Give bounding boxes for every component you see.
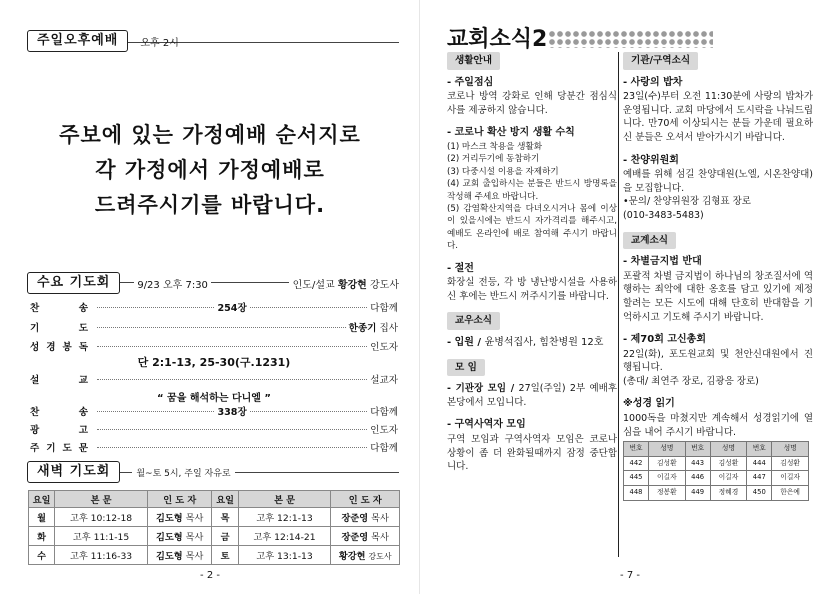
scripture-reference: 단 2:1-13, 25-30(구.1231) [137, 356, 291, 369]
category-meetings: 모 임 [447, 359, 485, 377]
leader-prefix: 인도/설교 [292, 279, 335, 291]
order-label: 설 교 [30, 375, 88, 386]
message-line: 주보에 있는 가정예배 순서지로 [59, 123, 361, 147]
wednesday-prayer-tab: 수요 기도회 [27, 272, 120, 294]
order-row [30, 422, 398, 436]
article-title: - 차별금지법 반대 [623, 256, 702, 268]
article-title: - 사랑의 밥차 [623, 76, 683, 88]
category-life-guide: 생활안내 [447, 52, 500, 70]
article-title: - 찬양위원회 [623, 154, 679, 166]
news-article [447, 336, 617, 350]
order-label: 주 기 도 문 [30, 443, 88, 454]
news-article [623, 333, 813, 388]
article-title: - 주일점심 [447, 76, 494, 88]
wednesday-prayer-header [27, 272, 399, 294]
order-row [30, 300, 398, 314]
table-row: 442 김성환 443 김성환 444 김성환 [624, 456, 809, 471]
wednesday-date-time: 9/23 오후 7:30 [134, 276, 211, 291]
sermon-title: “ 꿈을 해석하는 다니엘 ” [156, 393, 271, 404]
order-right: 설교자 [370, 375, 398, 386]
article-body: (1) 마스크 착용을 생활화 (2) 거리두기에 동참하기 (3) 다중시설 이용을 자제하기 (4) 교회 출입하시는 분들은 반드시 방명록을 작성해 주세요 바랍니다. (5) 감염확산지역을 다녀오시거나 몸에 이상이 있을시에는 반드시 자가격리를 해주시고, 예배도 온라인에 배로 참여해 주시기 바랍니다. [447, 141, 617, 252]
dawn-prayer-tab: 새벽 기도회 [27, 461, 120, 483]
article-title: - 코로나 확산 방지 생활 수칙 [447, 127, 575, 139]
order-right: 인도자 [370, 342, 398, 353]
order-center: 338장 [217, 407, 247, 418]
article-title: - 절전 [447, 262, 474, 274]
table-row: 화 고후 11:1-15 김도형 목사 금 고후 12:14-21 장준영 목사 [29, 527, 400, 546]
table-row: 445 이길자 446 이길자 447 이길자 [624, 471, 809, 486]
leader-title: 강도사 [370, 279, 399, 291]
order-label: 찬 송 [30, 303, 88, 314]
article-title: - 입원 / [447, 337, 482, 348]
news-article [623, 397, 813, 500]
afternoon-service-time: 오후 2시 [140, 37, 179, 49]
column-divider [618, 52, 619, 557]
header-leader: 인 도 자 [331, 491, 400, 508]
order-label: 찬 송 [30, 407, 88, 418]
article-body: 예배를 위해 섬길 찬양대원(노엘, 시온찬양대)을 모집합니다. •문의/ 찬양위원장 김형표 장로 (010-3483-5483) [623, 169, 813, 221]
category-denomination-news: 교계소식 [623, 232, 676, 250]
table-header-row: 번호 성명 번호 성명 번호 성명 [624, 442, 809, 457]
message-line: 드려주시기를 바랍니다. [94, 193, 326, 217]
order-right: 다함께 [370, 407, 398, 418]
header-day: 요일 [212, 491, 238, 508]
header-text: 본 문 [55, 491, 148, 508]
article-title: - 제70회 고신총회 [623, 334, 706, 346]
article-body: 22일(화), 포도원교회 및 천안신대원에서 진행됩니다. (총대/ 최연주 장로, 김광응 장로) [623, 348, 813, 387]
dawn-prayer-header [27, 461, 235, 483]
category-member-news: 교우소식 [447, 312, 500, 330]
news-article [447, 382, 617, 409]
article-body: 27일(주일) 2부 예배후 본당에서 모입니다. [447, 383, 617, 408]
order-label: 성 경 봉 독 [30, 342, 88, 353]
order-right: 다함께 [370, 303, 398, 314]
article-body: 윤병석집사, 힘찬병원 12호 [484, 337, 604, 348]
message-line: 각 가정에서 가정예배로 [95, 158, 325, 182]
page-number: - 2 - [200, 570, 220, 581]
afternoon-service-header [27, 30, 179, 52]
table-header-row [29, 491, 400, 508]
order-right: 다함께 [370, 443, 398, 454]
order-right: 한종기 집사 [348, 323, 398, 334]
news-article [623, 154, 813, 223]
news-article [447, 262, 617, 304]
table-row: 수 고후 11:16-33 김도형 목사 토 고후 13:1-13 황강현 강도사 [29, 546, 400, 565]
article-body: 23일(수)부터 오전 11:30분에 사랑의 밥차가 운영됩니다. 교회 마당에서 도시락을 나눠드립니다. 만70세 이상되시는 분들 가운데 필요하신 분들은 오셔서 받아가시기 바랍니다. [623, 91, 813, 143]
order-right: 인도자 [370, 425, 398, 436]
article-title: - 기관장 모임 / [447, 383, 515, 395]
article-body: 1000독을 마쳤지만 계속해서 성경읽기에 열심을 내어 주시기 바랍니다. [623, 413, 813, 438]
order-row [30, 372, 398, 386]
category-group-news: 기관/구역소식 [623, 52, 698, 70]
header-day: 요일 [29, 491, 55, 508]
news-column-2 [623, 52, 813, 501]
wednesday-leader [289, 276, 399, 291]
order-center: 254장 [217, 303, 247, 314]
order-label: 기 도 [30, 323, 88, 334]
church-news-title: 교회소식2 [447, 27, 548, 52]
page-number: - 7 - [620, 570, 640, 581]
afternoon-service-tab: 주일오후예배 [27, 30, 128, 52]
page-right [420, 0, 840, 594]
order-row [30, 440, 398, 454]
header-text: 본 문 [238, 491, 331, 508]
article-body: 코로나 방역 강화로 인해 당분간 점심식사를 제공하지 않습니다. [447, 91, 617, 116]
order-label: 광 고 [30, 425, 88, 436]
article-title: ※성경 읽기 [623, 398, 675, 410]
order-row [30, 320, 398, 334]
order-row [30, 404, 398, 418]
table-row: 월 고후 10:12-18 김도형 목사 목 고후 12:1-13 장준영 목사 [29, 508, 400, 527]
news-column-1 [447, 52, 617, 483]
dawn-prayer-table [28, 490, 400, 565]
article-title: - 구역사역자 모임 [447, 419, 526, 431]
table-row: 448 정봉환 449 정혜경 450 한은예 [624, 486, 809, 501]
news-article [447, 126, 617, 252]
article-body: 화장실 전등, 각 방 냉난방시설을 사용하신 후에는 반드시 꺼주시기를 바랍니다. [447, 277, 617, 302]
news-article [623, 76, 813, 145]
bible-reading-table [623, 441, 809, 500]
article-body: 구역 모임과 구역사역자 모임은 코로나 상황이 좀 더 완화될때까지 잠정 중단합니다. [447, 433, 617, 473]
article-body: 포괄적 차별 금지법이 하나님의 창조질서에 역행하는 죄악에 대한 옹호를 담고 있기에 제정할려는 모든 시도에 대해 단호히 반대함을 기억하시고 기도해 주시기 바랍니다. [623, 270, 813, 323]
news-article [623, 255, 813, 324]
news-article [447, 76, 617, 118]
title-dot-pattern [548, 30, 713, 48]
news-article [447, 418, 617, 473]
family-worship-message [0, 118, 420, 223]
header-leader: 인 도 자 [147, 491, 212, 508]
order-row [30, 339, 398, 353]
dawn-prayer-note: 월~토 5시, 주일 자유로 [132, 466, 234, 479]
leader-name: 황강현 [337, 279, 367, 291]
